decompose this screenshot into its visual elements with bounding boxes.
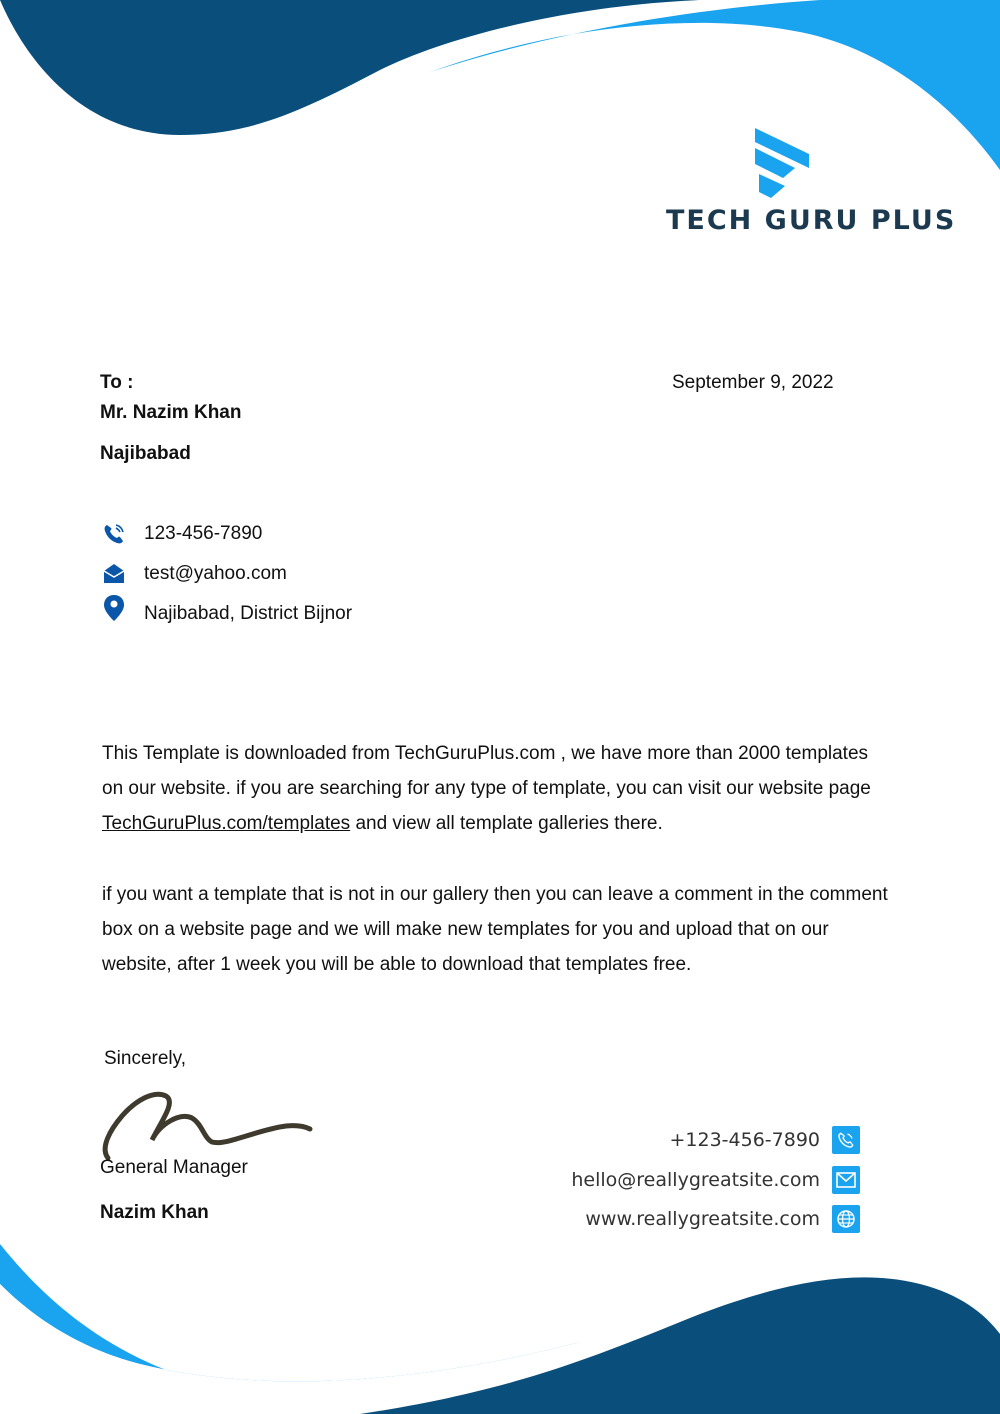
recipient-name: Mr. Nazim Khan	[100, 402, 242, 423]
contact-phone-text: 123-456-7890	[144, 523, 263, 544]
bottom-wave-decoration	[0, 1214, 1000, 1414]
to-label: To :	[100, 372, 134, 393]
mail-icon	[832, 1166, 860, 1194]
top-wave-decoration	[0, 0, 1000, 200]
contact-email-text: test@yahoo.com	[144, 563, 287, 584]
contact-phone-row	[100, 519, 263, 549]
signer-role: General Manager	[100, 1157, 248, 1178]
contact-address-text: Najibabad, District Bijnor	[144, 603, 353, 624]
paragraph-1-text: This Template is downloaded from TechGuruPlus.com , we have more than 2000 templates on our website. if you are searching for any type of template, you can visit our website page	[102, 743, 871, 799]
signature-image	[96, 1086, 316, 1166]
location-pin-icon	[100, 594, 128, 622]
footer-email-text: hello@reallygreatsite.com	[571, 1169, 820, 1191]
recipient-city: Najibabad	[100, 443, 191, 464]
contact-email-row	[100, 559, 287, 589]
footer-email-row	[571, 1165, 860, 1195]
footer-phone-row	[669, 1125, 860, 1155]
body-paragraph-2: if you want a template that is not in our gallery then you can leave a comment in the comment box on a website page and we will make new templates for you and upload that on our website, after 1 week you will be able to download that templates free.	[102, 884, 888, 975]
brand-name: TECH GURU PLUS	[666, 205, 957, 236]
footer-phone-text: +123-456-7890	[669, 1129, 820, 1151]
body-paragraph-1	[102, 736, 892, 841]
paragraph-1-tail: and view all template galleries there.	[350, 813, 663, 834]
signer-name: Nazim Khan	[100, 1202, 209, 1223]
phone-icon	[100, 520, 128, 548]
footer-website-text: www.reallygreatsite.com	[585, 1208, 820, 1230]
templates-link[interactable]: TechGuruPlus.com/templates	[102, 813, 351, 834]
letter-date: September 9, 2022	[672, 372, 834, 393]
closing-text: Sincerely,	[104, 1048, 187, 1069]
brand-logo-icon	[745, 124, 821, 200]
contact-address-row	[100, 599, 353, 629]
phone-icon	[832, 1126, 860, 1154]
envelope-icon	[100, 560, 128, 588]
